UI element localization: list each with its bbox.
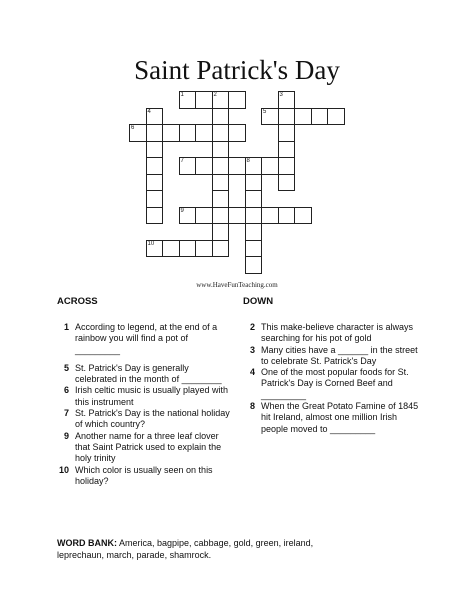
crossword-cell[interactable]: [278, 124, 296, 142]
down-clue-list: [243, 322, 421, 435]
crossword-cell[interactable]: [245, 157, 263, 175]
clue-text: St. Patrick's Day is the national holiday of which country?: [75, 408, 230, 430]
crossword-cell[interactable]: [212, 240, 230, 258]
clue-number: 7: [63, 408, 69, 419]
clue-number: 10: [58, 464, 69, 475]
crossword-cell[interactable]: [245, 223, 263, 241]
clue-text: This make-believe character is always searching for his pot of gold: [261, 322, 414, 344]
crossword-cell[interactable]: [146, 240, 164, 258]
crossword-cell[interactable]: [179, 124, 197, 142]
crossword-cell[interactable]: [294, 108, 312, 126]
crossword-cell[interactable]: [146, 174, 164, 192]
crossword-cell[interactable]: [245, 207, 263, 225]
clue-number: 6: [63, 385, 69, 396]
crossword-cell[interactable]: [195, 124, 213, 142]
crossword-cell[interactable]: [212, 141, 230, 159]
crossword-cell[interactable]: [228, 207, 246, 225]
crossword-cell[interactable]: [212, 124, 230, 142]
across-clue: [57, 363, 232, 386]
crossword-cell[interactable]: [129, 124, 147, 142]
crossword-cell[interactable]: [245, 174, 263, 192]
cell-number: 2: [213, 92, 217, 98]
crossword-cell[interactable]: [327, 108, 345, 126]
clue-number: 5: [63, 362, 69, 373]
word-bank-words: America, bagpipe, cabbage, gold, green, ireland, leprechaun, march, parade, shamrock.: [57, 538, 314, 560]
across-clue: [57, 431, 232, 465]
cell-number: 1: [180, 92, 184, 98]
clue-number: 1: [63, 322, 69, 332]
clue-number: 4: [249, 367, 255, 378]
clue-text: One of the most popular foods for St. Patrick's Day is Corned Beef and _________: [261, 367, 409, 400]
cell-number: 8: [246, 158, 250, 164]
cell-number: 10: [147, 240, 155, 247]
crossword-cell[interactable]: [261, 157, 279, 175]
down-clue: [243, 345, 421, 368]
crossword-cell[interactable]: [195, 240, 213, 258]
word-bank: [57, 538, 357, 561]
across-heading: ACROSS: [57, 296, 98, 307]
crossword-cell[interactable]: [146, 190, 164, 208]
crossword-cell[interactable]: [245, 256, 263, 274]
word-bank-label: WORD BANK:: [57, 538, 117, 548]
crossword-cell[interactable]: [278, 141, 296, 159]
clue-number: 3: [249, 344, 255, 355]
down-clue: [243, 367, 421, 401]
crossword-cell[interactable]: [179, 207, 197, 225]
crossword-cell[interactable]: [212, 223, 230, 241]
cell-number: 4: [147, 108, 151, 115]
across-clue: [57, 465, 232, 488]
cell-number: 9: [180, 207, 184, 214]
crossword-cell[interactable]: [212, 174, 230, 192]
clue-number: 2: [249, 322, 255, 332]
crossword-cell[interactable]: [278, 157, 296, 175]
crossword-cell[interactable]: [146, 141, 164, 159]
crossword-cell[interactable]: [162, 240, 180, 258]
clue-text: When the Great Potato Famine of 1845 hit Ireland, almost one million Irish people moved to _________: [261, 401, 419, 434]
cell-number: 6: [131, 125, 135, 131]
down-clue: [243, 322, 421, 345]
clue-text: Many cities have a ______ in the street to celebrate St. Patrick's Day: [261, 344, 418, 366]
crossword-cell[interactable]: [212, 108, 230, 126]
crossword-cell[interactable]: [212, 157, 230, 175]
crossword-cell[interactable]: [212, 91, 230, 109]
crossword-cell[interactable]: [212, 207, 230, 225]
cell-number: 5: [263, 108, 267, 115]
across-clue: [57, 408, 232, 431]
credit-text: www.HaveFunTeaching.com: [196, 281, 278, 289]
down-heading: DOWN: [243, 296, 274, 307]
crossword-cell[interactable]: [261, 207, 279, 225]
crossword-cell[interactable]: [195, 91, 213, 109]
clue-text: According to legend, at the end of a rainbow you will find a pot of _________: [75, 322, 218, 355]
cell-number: 3: [279, 92, 283, 98]
crossword-cell[interactable]: [245, 240, 263, 258]
crossword-cell[interactable]: [146, 108, 164, 126]
worksheet-title: Saint Patrick's Day: [134, 55, 340, 85]
crossword-cell[interactable]: [261, 108, 279, 126]
crossword-cell[interactable]: [278, 174, 296, 192]
crossword-cell[interactable]: [228, 157, 246, 175]
clue-number: 9: [63, 430, 69, 441]
clue-text: Another name for a three leaf clover that Saint Patrick used to explain the holy trinity: [75, 430, 222, 464]
crossword-cell[interactable]: [278, 91, 296, 109]
crossword-cell[interactable]: [294, 207, 312, 225]
crossword-cell[interactable]: [278, 207, 296, 225]
crossword-cell[interactable]: [311, 108, 329, 126]
clue-text: Irish celtic music is usually played with this instrument: [75, 385, 229, 407]
cell-number: 7: [180, 158, 184, 164]
crossword-cell[interactable]: [228, 91, 246, 109]
crossword-cell[interactable]: [278, 108, 296, 126]
down-clue: [243, 401, 421, 435]
crossword-cell[interactable]: [195, 207, 213, 225]
crossword-cell[interactable]: [146, 207, 164, 225]
crossword-cell[interactable]: [146, 124, 164, 142]
across-clue-list: [57, 322, 232, 487]
crossword-cell[interactable]: [162, 124, 180, 142]
crossword-cell[interactable]: [195, 157, 213, 175]
crossword-cell[interactable]: [228, 124, 246, 142]
crossword-cell[interactable]: [179, 91, 197, 109]
clue-text: Which color is usually seen on this holiday?: [75, 464, 213, 486]
clue-text: St. Patrick's Day is generally celebrated in the month of ________: [75, 362, 222, 385]
crossword-cell[interactable]: [179, 240, 197, 258]
clue-number: 8: [249, 401, 255, 412]
crossword-cell[interactable]: [179, 157, 197, 175]
crossword-cell[interactable]: [212, 190, 230, 208]
crossword-cell[interactable]: [146, 157, 164, 175]
crossword-grid: [0, 0, 474, 290]
across-clue: [57, 385, 232, 408]
across-clue: [57, 322, 232, 356]
crossword-cell[interactable]: [245, 190, 263, 208]
